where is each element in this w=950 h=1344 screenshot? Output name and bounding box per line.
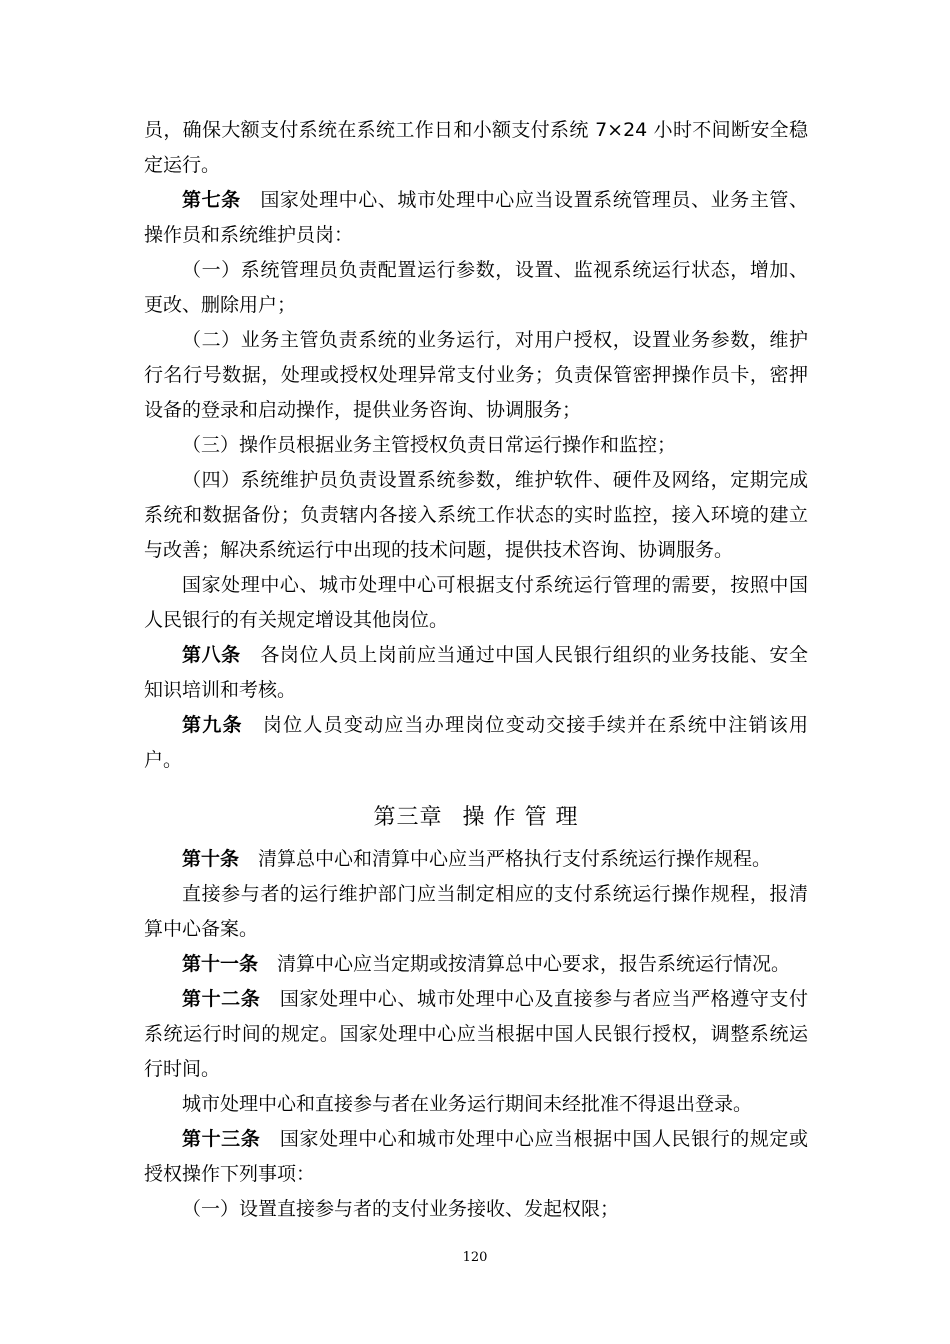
page-content: [144, 113, 808, 1227]
article-number: 第九条: [182, 714, 243, 736]
paragraph: 国家处理中心、城市处理中心可根据支付系统运行管理的需要，按照中国人民银行的有关规定增设其他岗位。: [144, 574, 808, 631]
article-7: 第七条 国家处理中心、城市处理中心应当设置系统管理员、业务主管、操作员和系统维护员岗：: [144, 189, 808, 246]
article-11: 第十一条 清算中心应当定期或按清算总中心要求，报告系统运行情况。: [182, 953, 791, 975]
article-number: 第十三条: [182, 1128, 261, 1150]
article-number: 第七条: [182, 189, 241, 211]
list-item: （四）系统维护员负责设置系统参数，维护软件、硬件及网络，定期完成系统和数据备份；负责辖内各接入系统工作状态的实时监控，接入环境的建立与改善；解决系统运行中出现的技术问题，提供技术咨询、协调服务。: [144, 469, 808, 561]
paragraph: 城市处理中心和直接参与者在业务运行期间未经批准不得退出登录。: [182, 1093, 753, 1115]
article-number: 第十二条: [182, 988, 261, 1010]
list-item: （二）业务主管负责系统的业务运行，对用户授权，设置业务参数，维护行名行号数据，处理或授权处理异常支付业务；负责保管密押操作员卡，密押设备的登录和启动操作，提供业务咨询、协调服务；: [144, 329, 808, 421]
article-12: 第十二条 国家处理中心、城市处理中心及直接参与者应当严格遵守支付系统运行时间的规定。国家处理中心应当根据中国人民银行授权，调整系统运行时间。: [144, 988, 808, 1080]
article-number: 第十一条: [182, 953, 259, 975]
article-9: 第九条 岗位人员变动应当办理岗位变动交接手续并在系统中注销该用户。: [144, 714, 808, 771]
article-number: 第十条: [182, 848, 240, 870]
chapter-number: 第三章: [373, 805, 443, 830]
list-item: （一）设置直接参与者的支付业务接收、发起权限；: [182, 1198, 620, 1220]
paragraph: 直接参与者的运行维护部门应当制定相应的支付系统运行操作规程，报清算中心备案。: [144, 883, 808, 940]
article-number: 第八条: [182, 644, 241, 666]
page-number: 120: [462, 1250, 488, 1265]
article-10: 第十条 清算总中心和清算中心应当严格执行支付系统运行操作规程。: [182, 848, 772, 870]
article-13: 第十三条 国家处理中心和城市处理中心应当根据中国人民银行的规定或授权操作下列事项：: [144, 1128, 808, 1185]
article-8: 第八条 各岗位人员上岗前应当通过中国人民银行组织的业务技能、安全知识培训和考核。: [144, 644, 808, 701]
paragraph-continuation: 员，确保大额支付系统在系统工作日和小额支付系统 7×24 小时不间断安全稳定运行。: [144, 119, 808, 176]
chapter-title: 操 作 管 理: [462, 805, 579, 830]
chapter-heading: [144, 800, 808, 836]
list-item: （三）操作员根据业务主管授权负责日常运行操作和监控；: [182, 434, 677, 456]
list-item: （一）系统管理员负责配置运行参数，设置、监视系统运行状态，增加、更改、删除用户；: [144, 259, 808, 316]
